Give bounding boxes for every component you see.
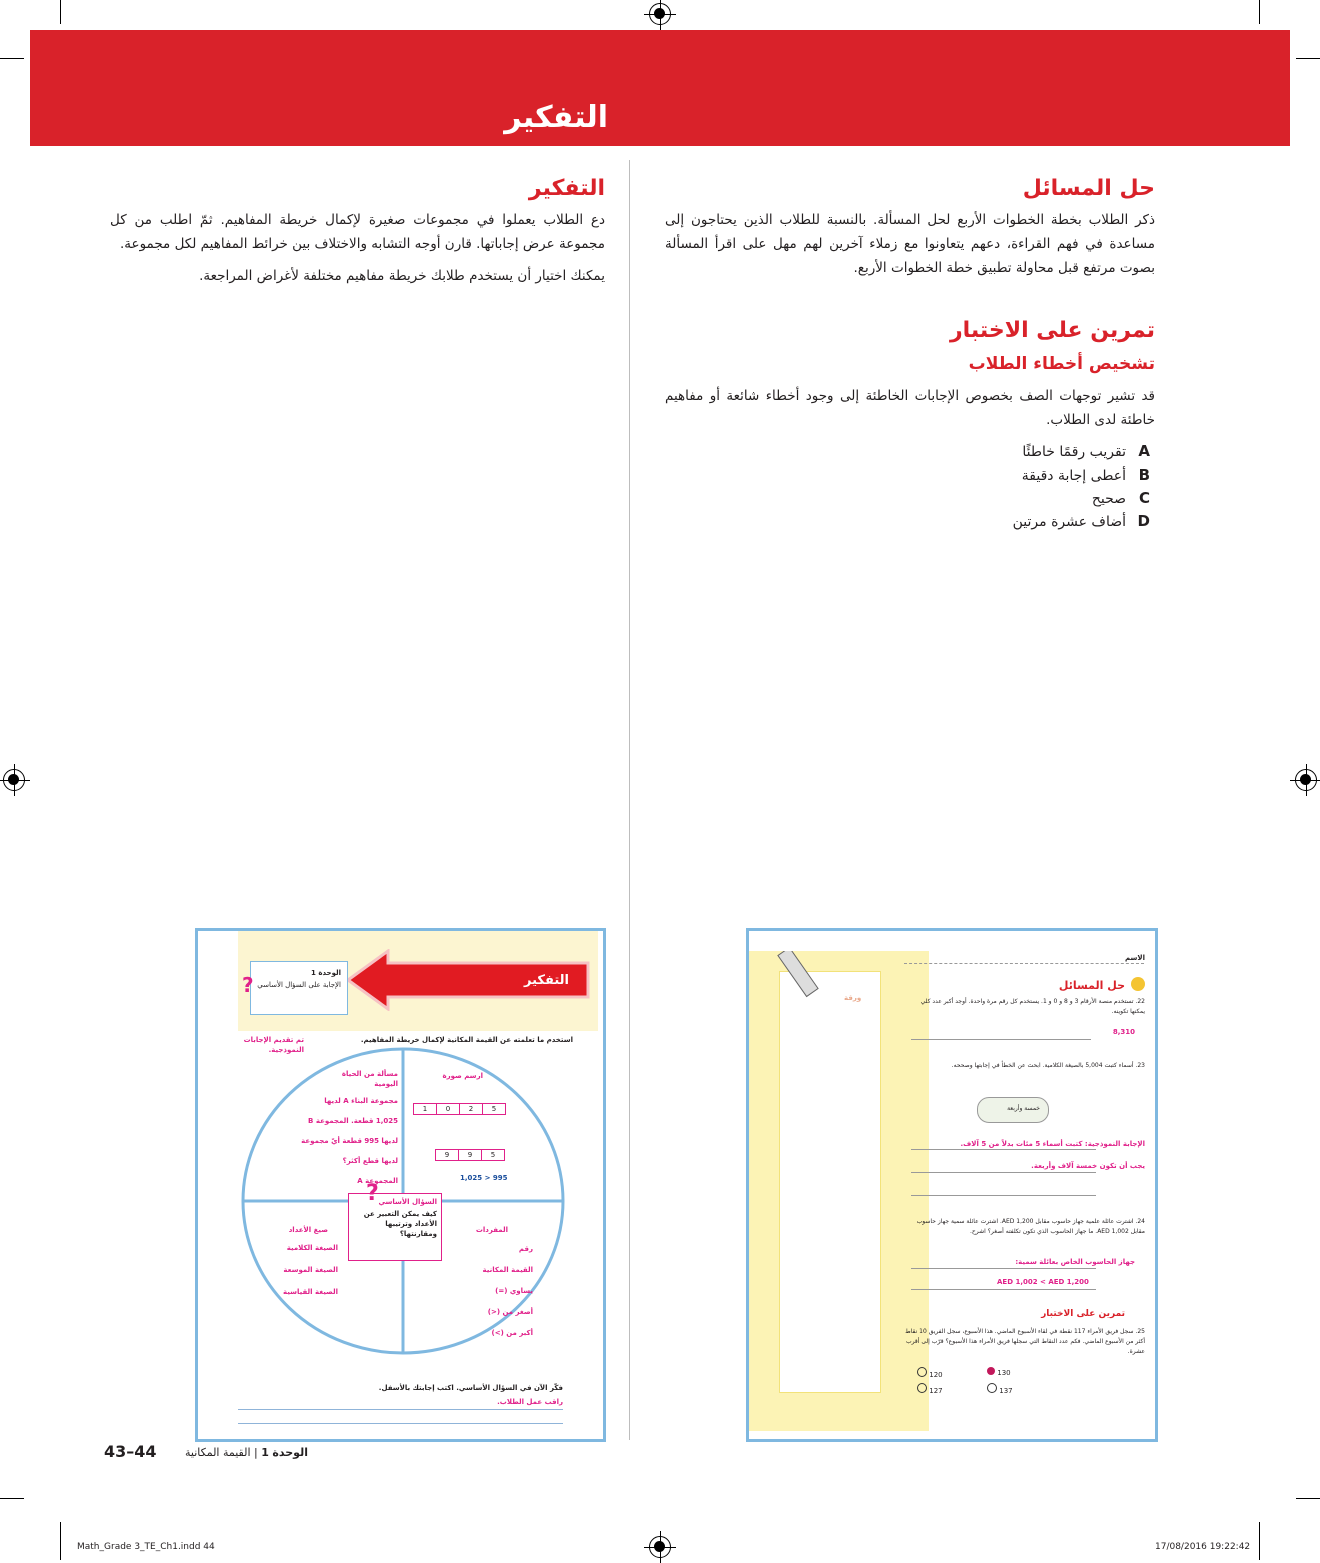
model-answers-note: تم تقديم الإجابات النموذجية. (243, 1036, 304, 1054)
column-divider (629, 160, 630, 1440)
number-forms-label: صيغ الأعداد (288, 1226, 328, 1234)
crop-mark (60, 1522, 61, 1560)
reflect-prompt: فكّر الآن في السؤال الأساسي. اكتب إجابتك بالأسفل. (378, 1384, 563, 1392)
crop-mark (0, 58, 24, 59)
problem-solving-heading: حل المسائل (1058, 979, 1125, 992)
reflect-text: دع الطلاب يعملوا في مجموعات صغيرة لإكمال خريطة المفاهيم. ثمّ اطلب من كل مجموعة عرض إجاباتها. قارن أوجه التشابه والاختلاف بين خرائط المفاهيم لكل مجموعة. (110, 212, 605, 252)
answer-24-line-2: AED 1,002 < AED 1,200 (997, 1278, 1089, 1286)
student-page-thumbnail-left (195, 928, 606, 1442)
choice-d: 137 (987, 1383, 1013, 1396)
question-22: 22. تستخدم منصة الأرقام 3 و 8 و 0 و 1. يستخدم كل رقم مرة واحدة. أوجد أكبر عدد كلي يمكنها تكوينه. (920, 998, 1145, 1015)
vocabulary-label: المفردات (475, 1226, 508, 1234)
question-mark-icon: ? (242, 973, 254, 997)
essential-question-title: السؤال الأساسي (378, 1198, 437, 1206)
answer-option: Dأضاف عشرة مرتين (1012, 512, 1150, 530)
unit-box (250, 961, 348, 1015)
number-forms-answer: الصيغة الكلامية الصيغة الموسعة الصيغة القياسية (283, 1244, 338, 1296)
answer-23-line-2: يجب أن تكون خمسة آلاف وأربعة. (1031, 1162, 1145, 1170)
problem-solving-heading: حل المسائل (1022, 176, 1155, 201)
question-23: 23. أسماء كتبت 5,004 بالصيغة الكلامية. ابحث عن الخطأ في إجابتها وصححه. (951, 1062, 1145, 1069)
reflect-text-2: يمكنك اختيار أن يستخدم طلابك خريطة مفاهيم مختلفة لأغراض المراجعة. (199, 268, 605, 284)
banner-title: التفكير (504, 100, 608, 135)
answer-line (911, 1195, 1096, 1196)
answer-option: Cصحيح (1091, 489, 1150, 507)
concept-map-instruction: استخدم ما تعلمته عن القيمة المكانية لإكمال خريطة المفاهيم. (360, 1036, 573, 1044)
arrow-label: التفكير (524, 973, 569, 988)
globe-icon (1131, 977, 1145, 991)
reflect-answer: راقب عمل الطلاب. (497, 1398, 563, 1406)
choice-a: 120 (917, 1367, 943, 1380)
answer-line (238, 1423, 563, 1424)
crop-mark (1259, 0, 1260, 24)
question-mark-icon: ? (366, 1181, 379, 1206)
test-practice-heading: تمرين على الاختبار (1041, 1309, 1125, 1319)
answer-option: Bأعطى إجابة دقيقة (1021, 466, 1150, 484)
reflect-heading: التفكير (528, 176, 605, 201)
answer-line (911, 1172, 1096, 1173)
problem-solving-text: ذكر الطلاب بخطة الخطوات الأربع لحل المسألة. بالنسبة للطلاب الذين يحتاجون إلى مساعدة في فهم القراءة، دعهم يتعاونوا مع زملاء آخرين لهم مهل على اقرأ المسألة بصوت مرتفع قبل محاولة تطبيق خطة الخطوات الأربع. (665, 212, 1155, 276)
choice-b: 127 (917, 1383, 943, 1396)
vocabulary-answer: رقم القيمة المكانية يساوي (=) أصغر من (<) أكبر من (>) (482, 1245, 533, 1337)
note-label: ورقة (844, 994, 862, 1002)
answer-line (238, 1409, 563, 1410)
comparison-answer: 1,025 > 995 (460, 1174, 508, 1182)
crop-mark (1296, 58, 1320, 59)
page-numbers: 43–44 (104, 1442, 157, 1461)
choice-c: 130 (987, 1367, 1011, 1378)
crop-mark (60, 0, 61, 24)
answer-option: Aتقريب رقمًا خاطئًا (1022, 442, 1150, 460)
diagnose-errors-heading: تشخيص أخطاء الطلاب (968, 354, 1155, 374)
real-world-answer: مجموعة البناء A لديها 1,025 قطعة. المجموعة B لديها 995 قطعة أيّ مجموعة لديها قطع أكثر؟ المجموعة A (301, 1097, 398, 1185)
crop-mark (1296, 1498, 1320, 1499)
draw-picture-label: ارسم صورة (442, 1072, 483, 1080)
question-24: 24. اشترت عائلة علمية جهاز حاسوب مقابل AED 1,200. اشترت عائلة سمية جهاز حاسوب مقابل AED 1,002. ما جهاز الحاسوب الذي تكون تكلفته أصغر؟ اشرح. (916, 1218, 1145, 1235)
diagnose-errors-text: قد تشير توجهات الصف بخصوص الإجابات الخاطئة إلى وجود أخطاء شائعة أو مفاهيم خاطئة لدى الطلاب. (665, 388, 1155, 428)
answer-line (911, 1268, 1096, 1269)
speech-bubble: خمسة وأربعة (977, 1097, 1049, 1123)
essential-question-text: كيف يمكن التعبير عن الأعداد وترتيبها ومقارنتها؟ (363, 1210, 437, 1238)
registration-mark-icon (1295, 769, 1317, 791)
place-value-table-2: 9 9 5 (435, 1149, 505, 1161)
unit-answer-label: الإجابة على السؤال الأساسي (257, 981, 341, 989)
answer-23-line-1: الإجابة النموذجية: كتبت أسماء 5 مئات بدلاً من 5 آلاف. (960, 1140, 1145, 1148)
name-line (904, 963, 1144, 964)
answer-line (911, 1039, 1091, 1040)
essential-question-box (348, 1193, 442, 1261)
question-25: 25. سجل فريق الأمراء 117 نقطة في لقاء الأسبوع الماضي. هذا الأسبوع، سجل الفريق 10 نقاط أكثر من الأسبوع الماضي. فكم عدد النقاط التي سجلها فريق الأمراء هذا الأسبوع؟ قرّب إلى أقرب عشرة. (905, 1328, 1145, 1355)
registration-mark-icon (649, 1536, 671, 1558)
place-value-table-1: 1 0 2 5 (413, 1103, 506, 1115)
answer-line (911, 1289, 1096, 1290)
pencil-icon (769, 951, 829, 1011)
crop-mark (1259, 1522, 1260, 1560)
registration-mark-icon (3, 769, 25, 791)
unit-footer: الوحدة 1 | القيمة المكانية (185, 1446, 308, 1459)
test-practice-heading: تمرين على الاختبار (949, 318, 1155, 343)
unit-label: الوحدة 1 (311, 969, 341, 977)
student-page-thumbnail-right (746, 928, 1158, 1442)
name-label: الاسم (1125, 954, 1145, 962)
real-world-problem-label: مسألة من الحياة اليومية (341, 1070, 398, 1088)
header-banner (30, 30, 1290, 146)
note-paper (779, 971, 881, 1393)
registration-mark-icon (649, 3, 671, 25)
answer-line (911, 1149, 1096, 1150)
answer-24-line-1: جهاز الحاسوب الخاص بعائلة سمية: (1015, 1258, 1135, 1266)
crop-mark (0, 1498, 24, 1499)
slug-file: Math_Grade 3_TE_Ch1.indd 44 (77, 1542, 215, 1552)
slug-date: 17/08/2016 19:22:42 (1155, 1542, 1251, 1552)
answer-22: 8,310 (1112, 1028, 1135, 1036)
